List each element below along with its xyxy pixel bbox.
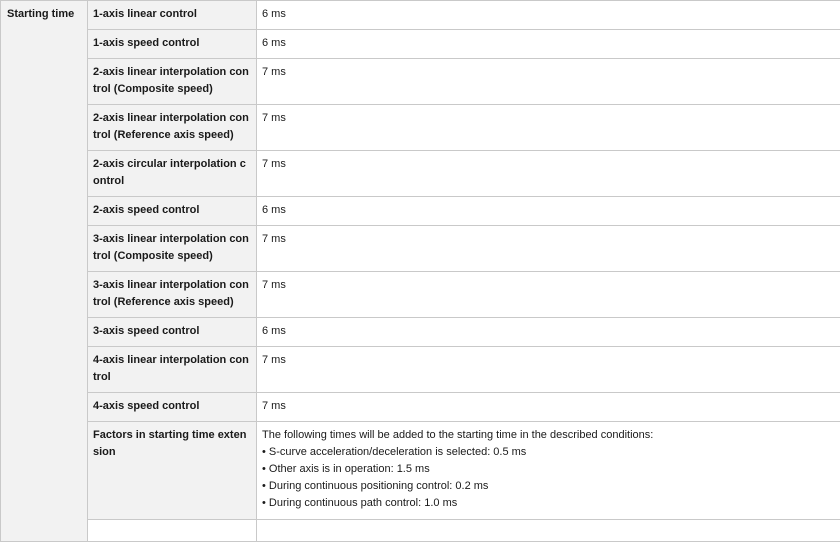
factors-value — [257, 422, 840, 520]
row-value: 6 ms — [257, 197, 840, 226]
table-row — [1, 226, 840, 272]
row-value: 6 ms — [257, 318, 840, 347]
row-name: 3-axis linear interpolation control (Reference axis speed) — [88, 272, 257, 318]
factor-item: • S-curve acceleration/deceleration is selected: 0.5 ms — [262, 444, 836, 461]
row-value: 7 ms — [257, 226, 840, 272]
row-name: 4-axis speed control — [88, 393, 257, 422]
factor-item: • During continuous positioning control: 0.2 ms — [262, 478, 836, 495]
table-row — [1, 347, 840, 393]
table-row-trailing — [1, 520, 840, 542]
group-label-starting-time: Starting time — [1, 1, 88, 542]
row-value: 7 ms — [257, 347, 840, 393]
table-row — [1, 272, 840, 318]
table-row — [1, 151, 840, 197]
row-value: 7 ms — [257, 272, 840, 318]
factor-item: • During continuous path control: 1.0 ms — [262, 495, 836, 512]
row-name: 3-axis speed control — [88, 318, 257, 347]
factor-item: • Other axis is in operation: 1.5 ms — [262, 461, 836, 478]
table-row — [1, 1, 840, 30]
table-row — [1, 105, 840, 151]
factors-intro: The following times will be added to the starting time in the described conditions: — [262, 427, 836, 444]
row-name: 2-axis speed control — [88, 197, 257, 226]
row-name: 1-axis speed control — [88, 30, 257, 59]
row-name: 2-axis circular interpolation control — [88, 151, 257, 197]
row-name: 1-axis linear control — [88, 1, 257, 30]
row-value: 7 ms — [257, 105, 840, 151]
table-row — [1, 59, 840, 105]
row-name: 2-axis linear interpolation control (Composite speed) — [88, 59, 257, 105]
row-value: 6 ms — [257, 30, 840, 59]
row-value: 7 ms — [257, 59, 840, 105]
row-value: 7 ms — [257, 393, 840, 422]
table-row — [1, 393, 840, 422]
table-row — [1, 318, 840, 347]
table-row — [1, 30, 840, 59]
table-row — [1, 197, 840, 226]
factors-name: Factors in starting time extension — [88, 422, 257, 520]
row-name: 3-axis linear interpolation control (Composite speed) — [88, 226, 257, 272]
row-value: 7 ms — [257, 151, 840, 197]
row-name: 4-axis linear interpolation control — [88, 347, 257, 393]
trailing-cell — [257, 520, 840, 542]
row-name: 2-axis linear interpolation control (Reference axis speed) — [88, 105, 257, 151]
trailing-cell — [88, 520, 257, 542]
row-value: 6 ms — [257, 1, 840, 30]
table-row-factors — [1, 422, 840, 520]
